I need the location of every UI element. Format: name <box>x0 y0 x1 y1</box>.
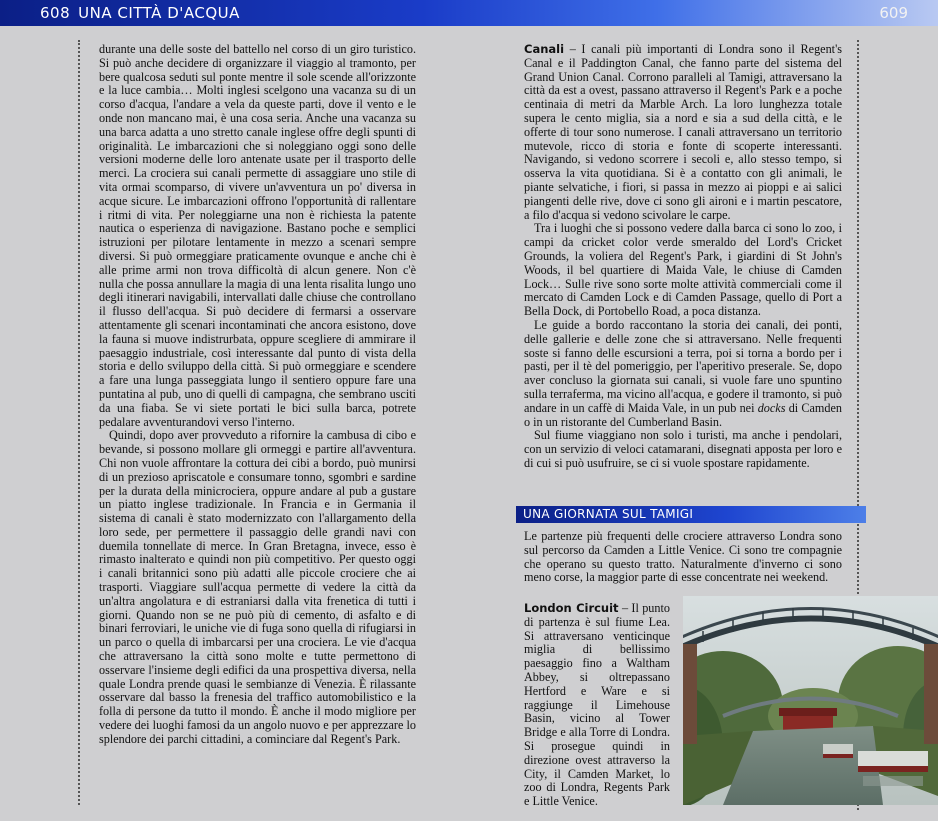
chapter-title: UNA CITTÀ D'ACQUA <box>78 4 240 22</box>
london-circuit-column <box>524 602 670 809</box>
section-title-bar <box>516 506 866 523</box>
canal-bridge-photo <box>683 596 938 805</box>
section-paragraph-1: Le partenze più frequenti delle crociere attraverso Londra sono sul percorso da Camden a Little Venice. Ci sono tre compagnie che operano su questo tratto. Naturalmente d'inverno ci sono meno corse, la maggior parte di esse concentrate nei weekend. <box>524 529 842 585</box>
right-page-number: 609 <box>879 4 908 22</box>
circuit-heading: London Circuit <box>524 601 619 615</box>
docks-word: docks <box>757 400 786 415</box>
right-paragraph-4: Sul fiume viaggiano non solo i turisti, ma anche i pendolari, con un servizio di veloci catamarani, disegnati apposta per loro e di cui si può usufruire, se ci si vuole spostare rapidamente. <box>524 428 842 470</box>
right-paragraph-3-a: Le guide a bordo raccontano la storia dei canali, dei ponti, delle gallerie e delle zone che si attraversano. Nelle frequenti soste si fanno delle escursioni a terra, poi si torna a bordo per i pasti, per il tè del pomeriggio, per l'aperitivo preserale. Se, dopo aver concluso la giornata sui canali, si vuole fare uno spuntino sulla terraferma, ma vicino all'acqua, e godere il tramonto, si può andare in un caffè di Maida Vale, in un pub nei <box>524 317 842 415</box>
right-paragraph-2: Tra i luoghi che si possono vedere dalla barca ci sono lo zoo, i campi da cricket color verde smeraldo del Lord's Cricket Grounds, la voliera del Regent's Park, i giardini di St John's Woods, il bel quartiere di Maida Vale, le chiuse di Camden Lock… Sulle rive sono sorte molte attività commerciali come il mercato di Camden Lock e di Camden Passage, quello di Port a Bella Dock, di Portobello Road, a poca distanza. <box>524 221 842 319</box>
left-page-number: 608 <box>40 4 71 22</box>
right-paragraph-3-b: di Camden o in un ristorante del Cumberland Basin. <box>524 400 843 429</box>
canali-text: – I canali più importanti di Londra sono il Regent's Canal e il Paddington Canal, che fanno parte del sistema del Grand Union Canal. Corrono paralleli al Tamigi, attraversano la città da est a ovest, passano attraverso il Regent's Park e a poche centinaia di metri da Marble Arch. La loro lunghezza totale supera le cento miglia, sia a nord e sia a sud della città, e le offerte di tour sono numerose. I canali attraversano un territorio mutevole, ricco di storia e fonte di scoperte interessanti. Navigando, si vedono scorrere i secoli e, allo stesso tempo, si osserva la vita quotidiana. Si è a contatto con gli animali, le piante selvatiche, i fiori, si passa in mezzo ai pioppi e ai salici piangenti delle rive, dove ci sono gli aironi e i martin pescatore, a filo d'acqua si vedono scivolare le carpe. <box>524 42 843 222</box>
left-margin-divider <box>78 40 80 805</box>
header-left <box>40 4 240 22</box>
section-intro <box>524 530 842 585</box>
section-title: UNA GIORNATA SUL TAMIGI <box>523 507 694 521</box>
canali-heading: Canali <box>524 42 565 56</box>
left-column <box>99 43 416 747</box>
left-paragraph-1: durante una delle soste del battello nel corso di un giro turistico. Si può anche decidere di organizzare il viaggio al tramonto, per bere qualcosa seduti sul ponte mentre il sole scende all'orizzonte e la luce cambia… Molti inglesi scelgono una vacanza su di un corso d'acqua, l'andare a vela da queste parti, dove il vento e le onde non mancano mai, è una cosa seria. Anche una vacanza su una barca adatta a uno stretto canale inglese offre degli spunti di originalità. Le imbarcazioni che si noleggiano oggi sono delle versioni moderne delle loro antenate usate per il trasporto delle merci. La crociera sui canali permette di assaggiare uno stile di vita ormai scomparso, di vivere un'avventura un po' diversa in acque sicure. Le imbarcazioni offrono l'opportunità di rallentare i ritmi di vita. Per noleggiarne una non è richiesta la patente nautica o esperienza di navigazione. Bastano poche e semplici istruzioni per pilotare lentamente in mezzo a scenari sempre diversi. Si può ormeggiare praticamente ovunque e anche chi è alle prime armi non trova difficoltà di alcun genere. Non c'è nulla che possa annullare la magia di una lenta risalita lungo uno degli itinerari navigabili, intervallati dalle chiuse che controllano il flusso dell'acqua. Si può decidere di fermarsi a osservare attentamente gli scenari incontaminati che ancora esistono, dove la fauna si muove indistrurbata, oppure scegliere di ammirare il paesaggio industriale, così interessante dal punto di vista della storia e dello sviluppo della città. Si può ormeggiare e scendere a fare una lunga passeggiata lungo il sentiero oppure fare una puntatina al pub, uno di quelli di campagna, che sembrano usciti da una fiaba. Se vi siete portati le bici sulla barca, potrete pedalare avventurandovi verso l'interno. <box>99 42 416 429</box>
page-header <box>0 0 938 26</box>
circuit-paragraph <box>524 602 670 809</box>
right-column <box>524 43 842 471</box>
circuit-text: – Il punto di partenza è sul fiume Lea. Si attraversano venticinque miglia di bellissimo paesaggio fino a Waltham Abbey, si oltrepassano Hertford e Ware e si raggiunge il Limehouse Basin, vicino al Tower Bridge e alla Torre di Londra. Si prosegue quindi in direzione ovest attraverso la City, il Camden Market, lo zoo di Londra, Regents Park e Little Venice. <box>524 601 670 809</box>
right-paragraph-3 <box>524 319 842 429</box>
canal-photo-illustration <box>683 596 938 805</box>
left-paragraph-2: Quindi, dopo aver provveduto a rifornire la cambusa di cibo e bevande, si possono mollare gli ormeggi e partire all'avventura. Chi non vuole affrontare la cottura dei cibi a bordo, può munirsi di un prezioso apriscatole e consumare tonno, sgombri e sardine per la durata della minicrociera, oppure andare al pub a gustare un piatto inglese tradizionale. In Francia e in Germania il sistema di canali è stato modernizzato con l'allargamento della loro sede, per permettere il passaggio delle grandi navi con duemila tonnellate di merce. In Gran Bretagna, invece, esso è rimasto inalterato e quindi non più competitivo. Per questo oggi i canali britannici sono più adatti alle piccole crociere che ai trasporti. Viaggiare sull'acqua permette di vedere la città da un'altra angolatura e di estraniarsi dalla vita frenetica di tutti i giorni. Quando non se ne può più di cemento, di asfalto e di binari ferroviari, le uniche vie di fuga sono quella di rifugiarsi in un parco o quella di imbarcarsi per una crociera. Le vie d'acqua che attraversano la città sono molte e tutte permettono di osservare l'insieme degli edifici da una prospettiva diversa, nella quale Londra prende quasi le sembianze di Venezia. È rilassante osservare dal basso la frenesia del traffico automobilistico e la folla di persone da tutto il mondo. È anche il modo migliore per vedere dei luoghi famosi da un angolo nuovo e per apprezzare lo splendore dei parchi cittadini, a cominciare dal Regent's Park. <box>99 428 416 746</box>
canali-paragraph <box>524 43 842 222</box>
